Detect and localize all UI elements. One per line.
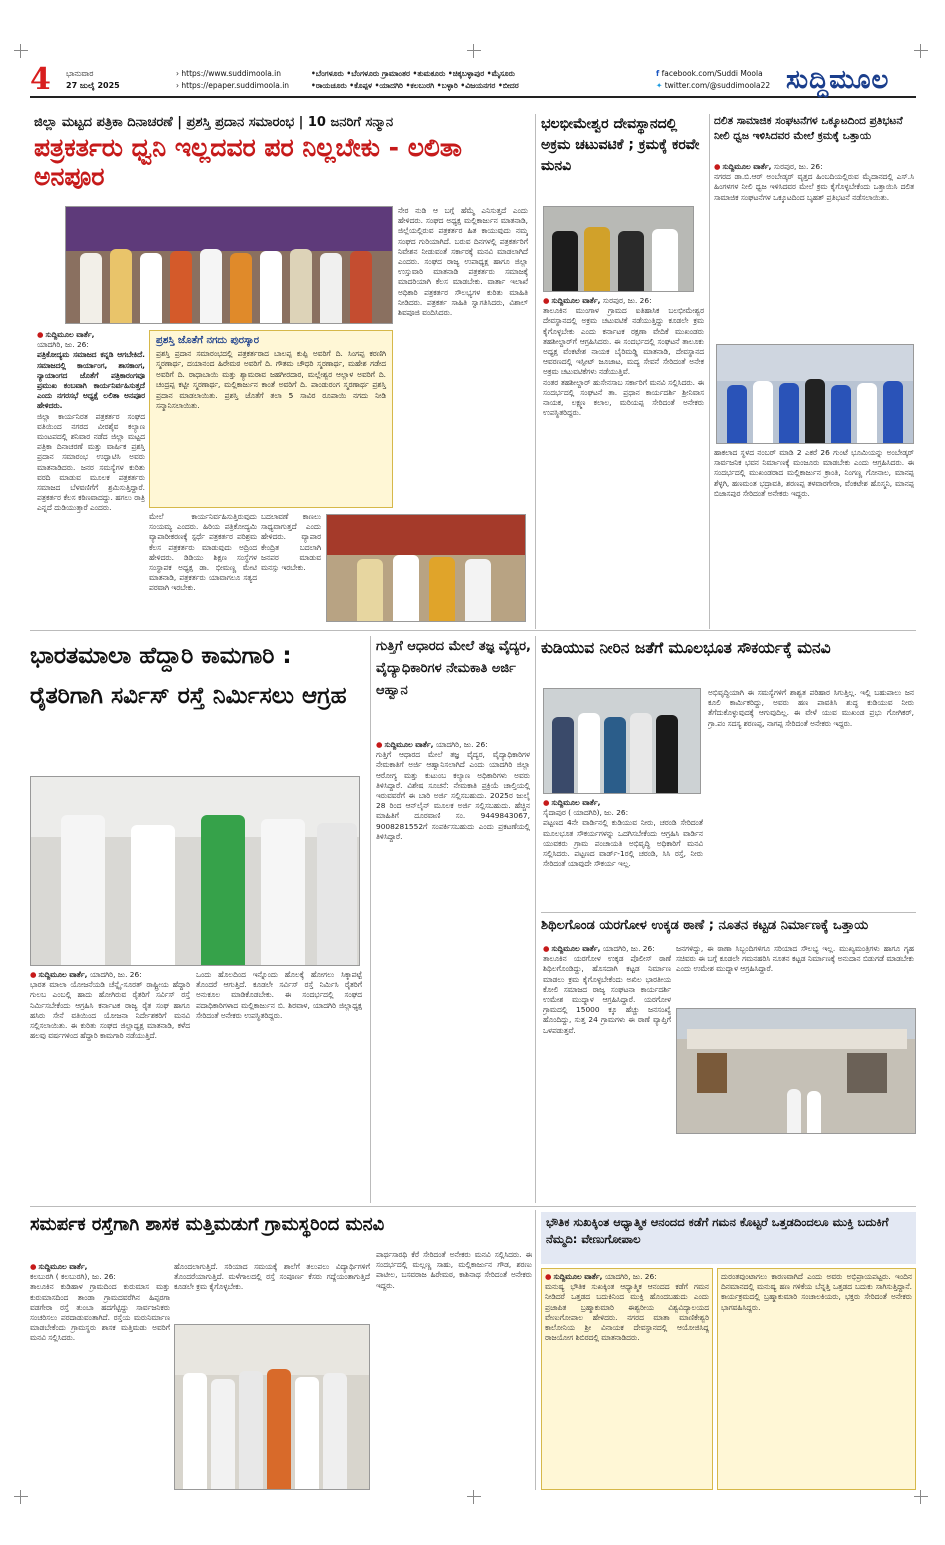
column-rule [535, 114, 536, 629]
box-title: ಪ್ರಶಸ್ತಿ ಜೊತೆಗೆ ನಗದು ಪುರಸ್ಕಾರ [156, 335, 260, 346]
city-list-1: •ಬೆಂಗಳೂರು •ಬೆಂಗಳೂರು ಗ್ರಾಮಾಂತರ •ತುಮಕೂರು •ಚಿಕ್ಕಬಳ್ಳಾಪುರ •ಮೈಸೂರು [311, 69, 515, 78]
article-protest [714, 114, 917, 162]
protest-photo [716, 344, 914, 444]
crop-mark [14, 1490, 28, 1504]
spiritual-article-box [717, 1268, 916, 1490]
article-headline: ಪತ್ರಕರ್ತರು ಧ್ವನಿ ಇಲ್ಲದವರ ಪರ ನಿಲ್ಲಬೇಕು - ಲಲಿತಾ ಅನಪೂರ [34, 133, 462, 191]
article-headline: ದಲಿತ ಸಾಮಾಜಿಕ ಸಂಘಟನೆಗಳ ಒಕ್ಕೂಟದಿಂದ ಪ್ರತಿಭಟನೆ ನೀಲಿ ಧ್ವಜ ಇಳಿಸಿದವರ ಮೇಲೆ ಕ್ರಮಕ್ಕೆ ಒತ್ತಾಯ [714, 115, 903, 142]
crop-mark [14, 44, 28, 58]
article-column: ಬದಲಾವಣೆ ಕಾಣಲು ಸಾಧ್ಯವಾಗುತ್ತದೆ ಎಂದು ಹೇಳಿದರು. ವ್ಯಾಪಾರ ಕೇಂದ್ರಿತ ಬದಲಾಗಿ ಜನಪರ ಮಾಡುವ ಮನಸ್ಸು ಇರಬೇಕು. [261, 512, 321, 573]
press-day-group-photo [65, 206, 393, 324]
article-road-petition [30, 1212, 530, 1242]
article-column: ಅಭಿವೃದ್ಧಿಯಾಗಿ ಈ ಸಮಸ್ಯೆಗಳಿಗೆ ಶಾಶ್ವತ ಪರಿಹಾರ ಸಿಗುತ್ತಿಲ್ಲ. ಇಲ್ಲಿ ಬಹುಪಾಲು ಜನ ಕೂಲಿ ಕಾರ್ಮಿಕರಿದ್ದು, ಅವರು ಹಣ ಪಾವತಿಸಿ ಶುದ್ಧ ಕುಡಿಯುವ ನೀರು ತೆಗೆದುಕೊಳ್ಳುವುದಕ್ಕೆ ಆಗುವುದಿಲ್ಲ. ಈ ವೇಳೆ ಯುವ ಮುಖಂಡ ಪ್ರಭು ಗೋಗಿಕರ್, ಗ್ರಾ.ಪಂ ಸದಸ್ಯ ಶರಣಪ್ಪ, ನಾಗಪ್ಪ ಸೇರಿದಂತೆ ಅನೇಕರು ಇದ್ದರು. [708, 688, 914, 728]
article-column: ● ಸುದ್ದಿಮೂಲ ವಾರ್ತೆ, ಸುರಪುರ, ಜು. 26: ತಾಲೂಕಿನ ಮುಂಗಾಳ ಗ್ರಾಮದ ಐತಿಹಾಸಿಕ ಬಲಭೀಮೇಶ್ವರ ದೇವಸ್ಥಾನದಲ್ಲಿ ಅಕ್ರಮ ಚಟುವಟಿಕೆ ನಡೆಯುತ್ತಿದ್ದು ಕೂಡಲೇ ಕ್ರಮ ಕೈಗೊಳ್ಳಬೇಕು ಎಂದು ಕರ್ನಾಟಕ ರಕ್ಷಣಾ ವೇದಿಕೆ ಮುಖಂಡರು ತಹಶೀಲ್ದಾರ್‌ಗೆ ಆಗ್ರಹಿಸಿದರು. ಈ ಸಂದರ್ಭದಲ್ಲಿ ಸಂಘಟನೆ ತಾಲೂಕು ಅಧ್ಯಕ್ಷ ವೆಂಕಟೇಶ ನಾಯಕ ಬೈರಿಮಡ್ಡಿ ಮಾತನಾಡಿ, ದೇವಸ್ಥಾನದ ಆವರಣದಲ್ಲಿ ಇಸ್ಪೀಟ್ ಜೂಜಾಟ, ಮದ್ಯ ಸೇವನೆ ಸೇರಿದಂತೆ ಅನೇಕ ಅಕ್ರಮ ಚಟುವಟಿಕೆಗಳು ನಡೆಯುತ್ತಿವೆ. ನಂತರ ತಹಶೀಲ್ದಾರ್ ಹುಸೇನಸಾಬ ಸರ್ಕಾರಿಗೆ ಮನವಿ ಸಲ್ಲಿಸಿದರು. ಈ ಸಂದರ್ಭದಲ್ಲಿ ಸಂಘಟನೆ ತಾ. ಪ್ರಧಾನ ಕಾರ್ಯದರ್ಶಿ ಶ್ರೀನಿವಾಸ ನಾಯಕ, ಲಕ್ಷ್ಮಣ ಕಲಾಲ, ಮರಿಯಪ್ಪ ಸೇರಿದಂತೆ ಅನೇಕರು ಉಪಸ್ಥಿತರಿದ್ದರು. [543, 296, 704, 626]
article-kicker: ಜಿಲ್ಲಾ ಮಟ್ಟದ ಪತ್ರಿಕಾ ದಿನಾಚರಣೆ | ಪ್ರಶಸ್ತಿ ಪ್ರದಾನ ಸಮಾರಂಭ | 10 ಜನರಿಗೆ ಸನ್ಮಾನ [34, 115, 394, 130]
epaper-link[interactable]: › https://epaper.suddimoola.in [176, 81, 290, 90]
article-column: ಪಾರ್ಥಸಾರಥಿ ಕೆರೆ ಸೇರಿದಂತೆ ಅನೇಕರು ಮನವಿ ಸಲ್ಲಿಸಿದರು. ಈ ಸಂದರ್ಭದಲ್ಲಿ ಮಲ್ಲಣ್ಣ ಸಾಹು, ಮಲ್ಲಿಕಾರ್ಜುನ ಗೌಡ, ಶರಣು ಪಾಟೀಲ, ಬಸವರಾಜ ಹಿರೇಮಠ, ಕಾಶಿನಾಥ ಸೇರಿದಂತೆ ಅನೇಕರು ಇದ್ದರು. [376, 1250, 532, 1290]
section-rule [30, 1206, 916, 1207]
crop-mark [914, 44, 928, 58]
drinking-water-photo [543, 688, 701, 794]
url-block [176, 68, 311, 92]
award-info-box [149, 330, 393, 508]
website-link[interactable]: › https://www.suddimoola.in [176, 69, 282, 78]
masthead [30, 64, 916, 98]
article-headline: ಗುತ್ತಿಗೆ ಆಧಾರದ ಮೇಲೆ ತಜ್ಞ ವೈದ್ಯರ, ವೈದ್ಯಾಧಿಕಾರಿಗಳ ನೇಮಕಾತಿ ಅರ್ಜಿ ಆಹ್ವಾನ [376, 639, 531, 698]
date: 27 ಜುಲೈ 2025 [66, 81, 120, 90]
column-rule [535, 636, 536, 1203]
facebook-icon: f [656, 69, 660, 78]
article-column: ಹೊಂದಲಾಗುತ್ತಿದೆ. ಸರಿಯಾದ ಸಮಯಕ್ಕೆ ಶಾಲೆಗೆ ತಲುಪಲು ವಿದ್ಯಾರ್ಥಿಗಳಿಗೆ ತೊಂದರೆಯಾಗುತ್ತಿದೆ. ಮಳೆಗಾಲದಲ್ಲಿ ರಸ್ತೆ ಸಂಪೂರ್ಣ ಕೆಸರು ಗದ್ದೆಯಂತಾಗುತ್ತಿದೆ ಕೂಡಲೇ ಕ್ರಮ ಕೈಗೊಳ್ಳಬೇಕು. [174, 1262, 370, 1292]
article-column: ಹಾಕಲಾದ ಸ್ಥಳದ ನಂಬರ್ ಮಾಡಿ 2 ಎಕರೆ 26 ಗುಂಟೆ ಭೂಮಿಯನ್ನು ಅಂಬೇಡ್ಕರ್ ಸಾರ್ವಜನಿಕ ಭವನ ನಿರ್ಮಾಣಕ್ಕೆ ಮಂಜೂರು ಮಾಡಬೇಕು ಎಂದು ಆಗ್ರಹಿಸಿದರು. ಈ ಸಂದರ್ಭದಲ್ಲಿ ಮುಖಂಡರಾದ ಮಲ್ಲಿಕಾರ್ಜುನ ಕ್ರಾಂತಿ, ನಿಂಗಣ್ಣ ಗೋನಾಲ, ಮಾನಪ್ಪ ಶೆಳ್ಳಗಿ, ಹಣಮಂತ ಭದ್ರಾವತಿ, ಶರಣಪ್ಪ ತಳವಾರಗೇರಾ, ವೆಂಕಟೇಶ ಹೊಸ್ಮನಿ, ಮಾನಪ್ಪ ಬಿಜಾಸಪುರ ಸೇರಿದಂತೆ ಅನೇಕರು ಇದ್ದರು. [714, 448, 914, 498]
article-column: ● ಸುದ್ದಿಮೂಲ ವಾರ್ತೆ, ಯಾದಗಿರಿ, ಜು. 26: ಪತ್ರಿಕೋದ್ಯಮ ಸಮಾಜದ ಕನ್ನಡಿ ಆಗಬೇಕಿದೆ. ಸಮಾಜದಲ್ಲಿ ಕಾರ್ಯಾಂಗ, ಶಾಸಕಾಂಗ, ನ್ಯಾಯಾಂಗದ ಜೊತೆಗೆ ಪತ್ರಿಕಾರಂಗವೂ ಪ್ರಮುಖ ಕಂಬವಾಗಿ ಕಾರ್ಯನಿರ್ವಹಿಸುತ್ತದೆ ಎಂದು ನಗರಸಭೆ ಅಧ್ಯಕ್ಷೆ ಲಲಿತಾ ಅನಪೂರ ಹೇಳಿದರು. ಜಿಲ್ಲಾ ಕಾರ್ಯನಿರತ ಪತ್ರಕರ್ತರ ಸಂಘದ ವತಿಯಿಂದ ನಗರದ ವೀರಶೈವ ಕಲ್ಯಾಣ ಮಂಟಪದಲ್ಲಿ ಶನಿವಾರ ನಡೆದ ಜಿಲ್ಲಾ ಮಟ್ಟದ ಪತ್ರಿಕಾ ದಿನಾಚರಣೆ ಮತ್ತು ವಾರ್ಷಿಕ ಪ್ರಶಸ್ತಿ ಪ್ರದಾನ ಸಮಾರಂಭ ಉದ್ಘಾಟಿಸಿ ಅವರು ಮಾತನಾಡಿದರು. ಜನರ ಸಮಸ್ಯೆಗಳ ಕುರಿತು ವರದಿ ಮಾಡುವ ಮೂಲಕ ಪತ್ರಕರ್ತರು ಸಮಾಜದ ಬೆಳವಣಿಗೆಗೆ ಶ್ರಮಿಸುತ್ತಿದ್ದಾರೆ. ಪತ್ರಕರ್ತರ ಕೆಲಸ ಕಠಿಣವಾದದ್ದು. ಹಗಲು ರಾತ್ರಿ ಎನ್ನದೆ ದುಡಿಯುತ್ತಾರೆ ಎಂದರು. [37, 330, 145, 620]
press-day-stage-photo [326, 514, 526, 622]
city-editions [311, 68, 656, 92]
spiritual-article-box [541, 1268, 713, 1490]
article-headline: ಕುಡಿಯುವ ನೀರಿನ ಜತೆಗೆ ಮೂಲಭೂತ ಸೌಕರ್ಯಕ್ಕೆ ಮನವಿ [541, 639, 831, 657]
road-petition-photo [174, 1324, 370, 1490]
article-column: ● ಸುದ್ದಿಮೂಲ ವಾರ್ತೆ, ಯಾದಗಿರಿ, ಜು. 26: ಮನುಷ್ಯ ಭೌತಿಕ ಸುಖಕ್ಕಿಂತ ಆಧ್ಯಾತ್ಮಿಕ ಆನಂದದ ಕಡೆಗೆ ಗಮನ ನೀಡಿದರೆ ಒತ್ತಡದ ಬದುಕಿನಿಂದ ಮುಕ್ತಿ ಹೊಂದಬಹುದು ಎಂದು ಪ್ರಜಾಪಿತ ಬ್ರಹ್ಮಾಕುಮಾರಿ ಈಶ್ವರೀಯ ವಿಶ್ವವಿದ್ಯಾಲಯದ ವೇಣುಗೋಪಾಲ ಹೇಳಿದರು. ನಗರದ ಮಾತಾ ಮಾಣಿಕೇಶ್ವರಿ ಕಾಲೋನಿಯ ಶ್ರೀ ವಿನಾಯಕ ದೇವಸ್ಥಾನದಲ್ಲಿ ಆಯೋಜಿಸಿದ್ದ ರಾಜಯೋಗ ಶಿಬಿರದಲ್ಲಿ ಮಾತನಾಡಿದರು. [545, 1272, 709, 1486]
temple-memo-photo [543, 206, 694, 292]
article-column: ● ಸುದ್ದಿಮೂಲ ವಾರ್ತೆ, ಯಾದಗಿರಿ, ಜು. 26: ತಾಲೂಕಿನ ಯರಗೋಳ ಉಕ್ಕಡ ಪೊಲೀಸ್ ಠಾಣೆ ಶಿಥಿಲಗೊಂಡಿದ್ದು, ಹೊಸದಾಗಿ ಕಟ್ಟಡ ನಿರ್ಮಾಣ ಮಾಡಲು ಕ್ರಮ ಕೈಗೊಳ್ಳಬೇಕೆಂದು ಅಖಿಲ ಭಾರತೀಯ ಕೋಲಿ ಸಮಾಜದ ರಾಜ್ಯ ಸಂಘಟನಾ ಕಾರ್ಯದರ್ಶಿ ಉಮೇಶ ಮುದ್ನಾಳ ಆಗ್ರಹಿಸಿದ್ದಾರೆ. ಯರಗೋಳ ಗ್ರಾಮದಲ್ಲಿ 15000 ಕ್ಕೂ ಹೆಚ್ಚು ಜನಸಂಖ್ಯೆ ಹೊಂದಿದ್ದು, ಸುತ್ತ 24 ಗ್ರಾಮಗಳು ಈ ಠಾಣೆ ವ್ಯಾಪ್ತಿಗೆ ಒಳಪಡುತ್ತವೆ. [543, 944, 671, 1202]
article-headline: ಸಮರ್ಪಕ ರಸ್ತೆಗಾಗಿ ಶಾಸಕ ಮತ್ತಿಮಡುಗೆ ಗ್ರಾಮಸ್ಥರಿಂದ ಮನವಿ [30, 1214, 385, 1235]
column-rule [370, 636, 371, 1203]
date-block [66, 68, 176, 92]
article-column: ● ಸುದ್ದಿಮೂಲ ವಾರ್ತೆ, ಸೈದಾಪುರ ( ಯಾದಗಿರಿ), ಜು. 26: ಪಟ್ಟಣದ 4ನೇ ವಾರ್ಡಿನಲ್ಲಿ ಕುಡಿಯುವ ನೀರು, ಚರಂಡಿ ಸೇರಿದಂತೆ ಮೂಲಭೂತ ಸೌಕರ್ಯಗಳನ್ನು ಒದಗಿಸಬೇಕೆಂದು ಆಗ್ರಹಿಸಿ ವಾರ್ಡಿನ ಯುವಕರು ಗ್ರಾಮ ಪಂಚಾಯತಿ ಅಭಿವೃದ್ಧಿ ಅಧಿಕಾರಿಗೆ ಮನವಿ ಸಲ್ಲಿಸಿದರು. ಪಟ್ಟಣದ ವಾರ್ಡ್-1ರಲ್ಲಿ ಚರಂಡಿ, ಸಿಸಿ ರಸ್ತೆ, ನೀರು ಸೇರಿದಂತೆ ಯಾವುದೇ ಸೌಕರ್ಯ ಇಲ್ಲ. [543, 798, 703, 912]
article-headline: ಶಿಥಿಲಗೊಂಡ ಯರಗೋಳ ಉಕ್ಕಡ ಠಾಣೆ ; ನೂತನ ಕಟ್ಟಡ ನಿರ್ಮಾಣಕ್ಕೆ ಒತ್ತಾಯ [541, 918, 869, 933]
article-doctors [376, 636, 532, 736]
article-headline: ಭಾರತಮಾಲಾ ಹೆದ್ದಾರಿ ಕಾಮಗಾರಿ : ರೈತರಿಗಾಗಿ ಸರ್ವಿಸ್ ರಸ್ತೆ ನಿರ್ಮಿಸಲು ಆಗ್ರಹ [30, 643, 347, 709]
article-column: ಜನಗಳಿದ್ದು, ಈ ಠಾಣಾ ಸಿಬ್ಬಂದಿಗಳಿಗೂ ಸರಿಯಾದ ಸೌಲಭ್ಯ ಇಲ್ಲ. ಮುಖ್ಯಮಂತ್ರಿಗಳು ಹಾಗೂ ಗೃಹ ಸಚಿವರು ಈ ಬಗ್ಗೆ ಕೂಡಲೇ ಗಮನಹರಿಸಿ ನೂತನ ಕಟ್ಟಡ ನಿರ್ಮಾಣಕ್ಕೆ ಅನುದಾನ ಬಿಡುಗಡೆ ಮಾಡಬೇಕು ಎಂದು ಉಮೇಶ ಮುದ್ನಾಳ ಆಗ್ರಹಿಸಿದ್ದಾರೆ. [676, 944, 914, 974]
crop-mark [467, 1490, 481, 1504]
column-rule [709, 114, 710, 629]
section-rule [541, 912, 916, 913]
article-bharatmala [30, 636, 370, 776]
crop-mark [467, 44, 481, 58]
article-headline: ಭಲಭೀಮೇಶ್ವರ ದೇವಸ್ಥಾನದಲ್ಲಿ ಅಕ್ರಮ ಚಟುವಟಿಕೆ ; ಕ್ರಮಕ್ಕೆ ಕರವೇ ಮನವಿ [541, 116, 700, 174]
column-rule [535, 1210, 536, 1490]
article-column: ಮೇಲೆ ಕಾರ್ಯನಿರ್ವಹಿಸುತ್ತಿರುವುದು ಸಂಯಮ್ಯ ಎಂದರು. ಹಿರಿಯ ಪತ್ರಿಕೋದ್ಯಮಿ ವ್ಯಾಪಾರೀಕರಣಕ್ಕೆ ಸ್ಪರ್ಧೆ ಪತ್ರಕರ್ತರ ಪರಿಶ್ರಮ ಕೆಲಸ ಪತ್ರಕರ್ತರು ಮಾಡುವುದು ಅದ್ರಿಂದ ಹೇಳಿದರು. ಡಿಡಿಯು ಶಿಕ್ಷಣ ಸಂಸ್ಥೆಗಳ ಸಂಸ್ಥಾಪಕ ಅಧ್ಯಕ್ಷ ಡಾ. ಭೀಮಣ್ಣ ಮೇಟಿ ಮಾತನಾಡಿ, ಪತ್ರಕರ್ತರು ಯಾವಾಗಲೂ ಸತ್ಯದ ಪರವಾಗಿ ಇರಬೇಕು. [149, 512, 257, 593]
box-text: ಪ್ರಶಸ್ತಿ ಪ್ರದಾನ ಸಮಾರಂಭದಲ್ಲಿ ಪತ್ರಕರ್ತರಾದ ಬಾಲಪ್ಪ ಕುಪ್ಪಿ ಅವರಿಗೆ ದಿ. ಸಿಂಗಪ್ಪ ಕರಣಿಗಿ ಸ್ಮರಣಾರ್ಥ, ದಯಾನಂದ ಹಿರೇಮಠ ಅವರಿಗೆ ದಿ. ಗೌತಮ ಚೌಧರಿ ಸ್ಮರಣಾರ್ಥ, ಮಹೇಶ ಗಡೇದ ಅವರಿಗೆ ದಿ. ರಾಧಾಬಾಯಿ ಮತ್ತು ಶ್ಯಾಮರಾವ ಜಹಗೀರದಾರ, ಮಲ್ಲೇಶ್ವರ ಆಲ್ಲಾಳ ಅವರಿಗೆ ದಿ. ಚಂದ್ರಪ್ಪ ಕಟ್ಟೀ ಸ್ಮರಣಾರ್ಥ, ಮಲ್ಲಿಕಾರ್ಜುನ ಕಾಂತೆ ಅವರಿಗೆ ದಿ. ಪಾಂಡುರಂಗ ಸ್ಮರಣಾರ್ಥ ಪ್ರಶಸ್ತಿ ಪ್ರದಾನ ಮಾಡಲಾಯಿತು. ಪ್ರಶಸ್ತಿ ಜೊತೆಗೆ ತಲಾ 5 ಸಾವಿರ ರೂಪಾಯಿ ನಗದು ನೀಡಿ ಸನ್ಮಾನಿಸಲಾಯಿತು. [156, 349, 386, 411]
article-column: ● ಸುದ್ದಿಮೂಲ ವಾರ್ತೆ, ಯಾದಗಿರಿ, ಜು. 26: ಭಾರತ ಮಾಲಾ ಯೋಜನೆಯಡಿ ಚೆನ್ನೈ-ಸೂರತ್ ರಾಷ್ಟ್ರೀಯ ಹೆದ್ದಾರಿ ಗುಲಬ ಎಂಬಲ್ಲಿ ಹಾದು ಹೋಗಿರುವ ರೈತರಿಗೆ ಸರ್ವಿಸ್ ರಸ್ತೆ ನಿರ್ಮಿಸಬೇಕೆಂದು ಆಗ್ರಹಿಸಿ ಕರ್ನಾಟಕ ರಾಜ್ಯ ರೈತ ಸಂಘ ಹಾಗೂ ಹಸಿರು ಸೇನೆ ವತಿಯಿಂದ ಯೋಜನಾ ನಿರ್ದೇಶಕರಿಗೆ ಮನವಿ ಸಲ್ಲಿಸಲಾಯಿತು. ಈ ಕುರಿತು ಸಂಘದ ಜಿಲ್ಲಾಧ್ಯಕ್ಷ ಮಾತನಾಡಿ, ಕಳೆದ ಹಲವು ವರ್ಷಗಳಿಂದ ಹೆದ್ದಾರಿ ಕಾಮಗಾರಿ ನಡೆಯುತ್ತಿದೆ. [30, 970, 190, 1202]
facebook-link[interactable]: f facebook.com/Suddi Moola [656, 69, 763, 78]
twitter-icon: ✦ [656, 81, 663, 90]
article-drinking-water [541, 636, 916, 666]
article-column: ನೇರ ನುಡಿ ಆ ಬಗ್ಗೆ ಹೆಮ್ಮೆ ಎನಿಸುತ್ತದೆ ಎಂದು ಹೇಳಿದರು. ಸಂಘದ ಅಧ್ಯಕ್ಷ ಮಲ್ಲಿಕಾರ್ಜುನ ಮಾತನಾಡಿ, ಜಿಲ್ಲೆಯಲ್ಲಿರುವ ಪತ್ರಕರ್ತರ ಹಿತ ಕಾಯುವುದು ನಮ್ಮ ಸಂಘದ ಗುರಿಯಾಗಿದೆ. ಬರುವ ದಿನಗಳಲ್ಲಿ ಪತ್ರಕರ್ತರಿಗೆ ನಿವೇಶನ ನೀಡುವಂತೆ ಸರ್ಕಾರಕ್ಕೆ ಮನವಿ ಮಾಡಲಾಗಿದೆ ಎಂದರು. ಸಂಘದ ರಾಜ್ಯ ಉಪಾಧ್ಯಕ್ಷ ಹಾಗೂ ಜಿಲ್ಲಾ ಉಸ್ತುವಾರಿ ಮಾತನಾಡಿ ಪತ್ರಕರ್ತರು ಸಮಾಜಕ್ಕೆ ಮಾದರಿಯಾಗಿ ಕೆಲಸ ಮಾಡಬೇಕು. ವಾರ್ತಾ ಇಲಾಖೆ ಅಧಿಕಾರಿ ಪತ್ರಕರ್ತರ ಸೌಲಭ್ಯಗಳ ಕುರಿತು ಮಾಹಿತಿ ನೀಡಿದರು. ಪತ್ರಕರ್ತ ಸಾಹಿತಿ ಸ್ವಾಗತಿಸಿದರು, ವಿಶಾಲ್ ಶಿವಪೂಜಿ ವಂದಿಸಿದರು. [398, 206, 528, 318]
twitter-link[interactable]: ✦ twitter.com/@suddimoola22 [656, 81, 771, 90]
article-headline: ಭೌತಿಕ ಸುಖಕ್ಕಿಂತ ಆಧ್ಯಾತ್ಮಿಕ ಆನಂದದ ಕಡೆಗೆ ಗಮನ ಕೊಟ್ಟರೆ ಒತ್ತಡದಿಂದಲೂ ಮುಕ್ತಿ ಬದುಕಿಗೆ ನೆಮ್ಮದಿ: ವೇಣುಗೋಪಾಲ [546, 1215, 889, 1246]
day: ಭಾನುವಾರ [66, 69, 94, 78]
social-links [656, 68, 786, 92]
police-station-photo [676, 1008, 916, 1134]
article-column: ಒಂದು ಹೊಲದಿಂದ ಇನ್ನೊಂದು ಹೊಲಕ್ಕೆ ಹೋಗಲು ಸಿಕ್ಕಾಪಟ್ಟೆ ತೊಂದರೆ ಆಗುತ್ತಿದೆ. ಕೂಡಲೇ ಸರ್ವಿಸ್ ರಸ್ತೆ ನಿರ್ಮಿಸಿ ರೈತರಿಗೆ ಅನುಕೂಲ ಮಾಡಿಕೊಡಬೇಕು. ಈ ಸಂದರ್ಭದಲ್ಲಿ ಸಂಘದ ಪದಾಧಿಕಾರಿಗಳಾದ ಮಲ್ಲಿಕಾರ್ಜುನ ಬಿ. ಶಿರವಾಳ, ಯಾದಗಿರಿ ಜಿಲ್ಲಾಧ್ಯಕ್ಷ ಸೇರಿದಂತೆ ಅನೇಕರು ಉಪಸ್ಥಿತರಿದ್ದರು. [196, 970, 362, 1020]
city-list-2: •ರಾಯಚೂರು •ಕೊಪ್ಪಳ •ಯಾದಗಿರಿ •ಕಲಬುರಗಿ •ಬಳ್ಳಾರಿ •ವಿಜಯನಗರ •ಬೀದರ [311, 81, 519, 90]
article-police-station [541, 916, 916, 940]
article-column: ● ಸುದ್ದಿಮೂಲ ವಾರ್ತೆ, ಸುರಪುರ, ಜು. 26: ನಗರದ ಡಾ.ಬಿ.ಆರ್ ಅಂಬೇಡ್ಕರ್ ವೃತ್ತದ ಹಿಂಬದಿಯಲ್ಲಿರುವ ಮೈದಾನದಲ್ಲಿ ಎಸ್.ಸಿ ಹಿಂಗಳಗಳ ನೀಲಿ ಧ್ವಜ ಇಳಿಸಿದವರ ಮೇಲೆ ಕ್ರಮ ಕೈಗೊಳ್ಳಬೇಕೆಂದು ಒತ್ತಾಯಿಸಿ ದಲಿತ ಸಾಮಾಜಿಕ ಸಂಘಟನೆಗಳ ಒಕ್ಕೂಟದಿಂದ ಬೃಹತ್ ಪ್ರತಿಭಟನೆ ನಡೆಸಲಾಯಿತು. [714, 162, 914, 340]
section-rule [30, 630, 916, 631]
article-column: ದುರಂತವುಂಟಾಗಲು ಕಾರಣವಾಗಿದೆ ಎಂದು ಅವರು ಅಭಿಪ್ರಾಯಪಟ್ಟರು. ಇಂದಿನ ದಿನಮಾನದಲ್ಲಿ ಮನುಷ್ಯ ಹಣ ಗಳಿಕೆಯ ಬೆನ್ನತ್ತಿ ಒತ್ತಡದ ಬದುಕು ಸಾಗಿಸುತ್ತಿದ್ದಾನೆ. ಕಾರ್ಯಕ್ರಮದಲ್ಲಿ ಬ್ರಹ್ಮಾಕುಮಾರಿ ಸಂಚಾಲಕಿಯರು, ಭಕ್ತರು ಸೇರಿದಂತೆ ಅನೇಕರು ಭಾಗವಹಿಸಿದ್ದರು. [721, 1272, 912, 1312]
bharatmala-memo-photo [30, 776, 360, 966]
newspaper-logo: ಸುದ್ದಿಮೂಲ [786, 64, 890, 95]
article-spiritual [546, 1214, 914, 1264]
article-column: ● ಸುದ್ದಿಮೂಲ ವಾರ್ತೆ, ಯಾದಗಿರಿ, ಜು. 26: ಗುತ್ತಿಗೆ ಆಧಾರದ ಮೇಲೆ ತಜ್ಞ ವೈದ್ಯರ, ವೈದ್ಯಾಧಿಕಾರಿಗಳ ನೇಮಕಾತಿಗೆ ಅರ್ಜಿ ಆಹ್ವಾನಿಸಲಾಗಿದೆ ಎಂದು ಯಾದಗಿರಿ ಜಿಲ್ಲಾ ಆರೋಗ್ಯ ಮತ್ತು ಕುಟುಂಬ ಕಲ್ಯಾಣ ಅಧಿಕಾರಿಗಳು ಅವರು ತಿಳಿಸಿದ್ದಾರೆ. ವಿಶೇಷ ಸೂಚನೆ: ನೇಮಕಾತಿ ಪ್ರಕ್ರಿಯೆ ಚಾಲ್ತಿಯಲ್ಲಿ ಇರುವವರೆಗೆ ಈ ಬಾರಿ ಅರ್ಜಿ ಸಲ್ಲಿಸಬಹುದು. 2025ರ ಜುಲೈ 28 ರಿಂದ ಆನ್‌ಲೈನ್ ಮೂಲಕ ಅರ್ಜಿ ಸಲ್ಲಿಸಬಹುದು. ಹೆಚ್ಚಿನ ಮಾಹಿತಿಗೆ ದೂರವಾಣಿ ಸಂ. 9449843067, 9008281552ಗೆ ಸಂಪರ್ಕಿಸಬಹುದು ಎಂದು ಪ್ರಕಟಣೆಯಲ್ಲಿ ತಿಳಿಸಿದ್ದಾರೆ. [376, 740, 530, 1202]
crop-mark [914, 1490, 928, 1504]
page-number: 4 [30, 62, 51, 97]
article-column: ● ಸುದ್ದಿಮೂಲ ವಾರ್ತೆ, ಕಲಬುರಗಿ ( ಕಲಬುರಗಿ), ಜು. 26: ತಾಲೂಕಿನ ಕುಡಿಹಾಳ ಗ್ರಾಮದಿಂದ ಕುರುಮಾಸ ಮತ್ತು ಕುರುಮಾಸದಿಂದ ತಾಂಡಾ ಗ್ರಾಮದವರೆಗಿನ ಹಿಪ್ಪರಗಾ ವಡಗೇರಾ ರಸ್ತೆ ತುಂಬಾ ಹದಗೆಟ್ಟಿದ್ದು ಸಾರ್ವಜನಿಕರು ಸಂಚರಿಸಲು ಪರದಾಡುವಂತಾಗಿದೆ. ರಸ್ತೆಯ ಮರುನಿರ್ಮಾಣ ಮಾಡಬೇಕೆಂದು ಗ್ರಾಮಸ್ಥರು ಶಾಸಕ ಮತ್ತಿಮಡು ಅವರಿಗೆ ಮನವಿ ಸಲ್ಲಿಸಿದರು. [30, 1262, 170, 1490]
